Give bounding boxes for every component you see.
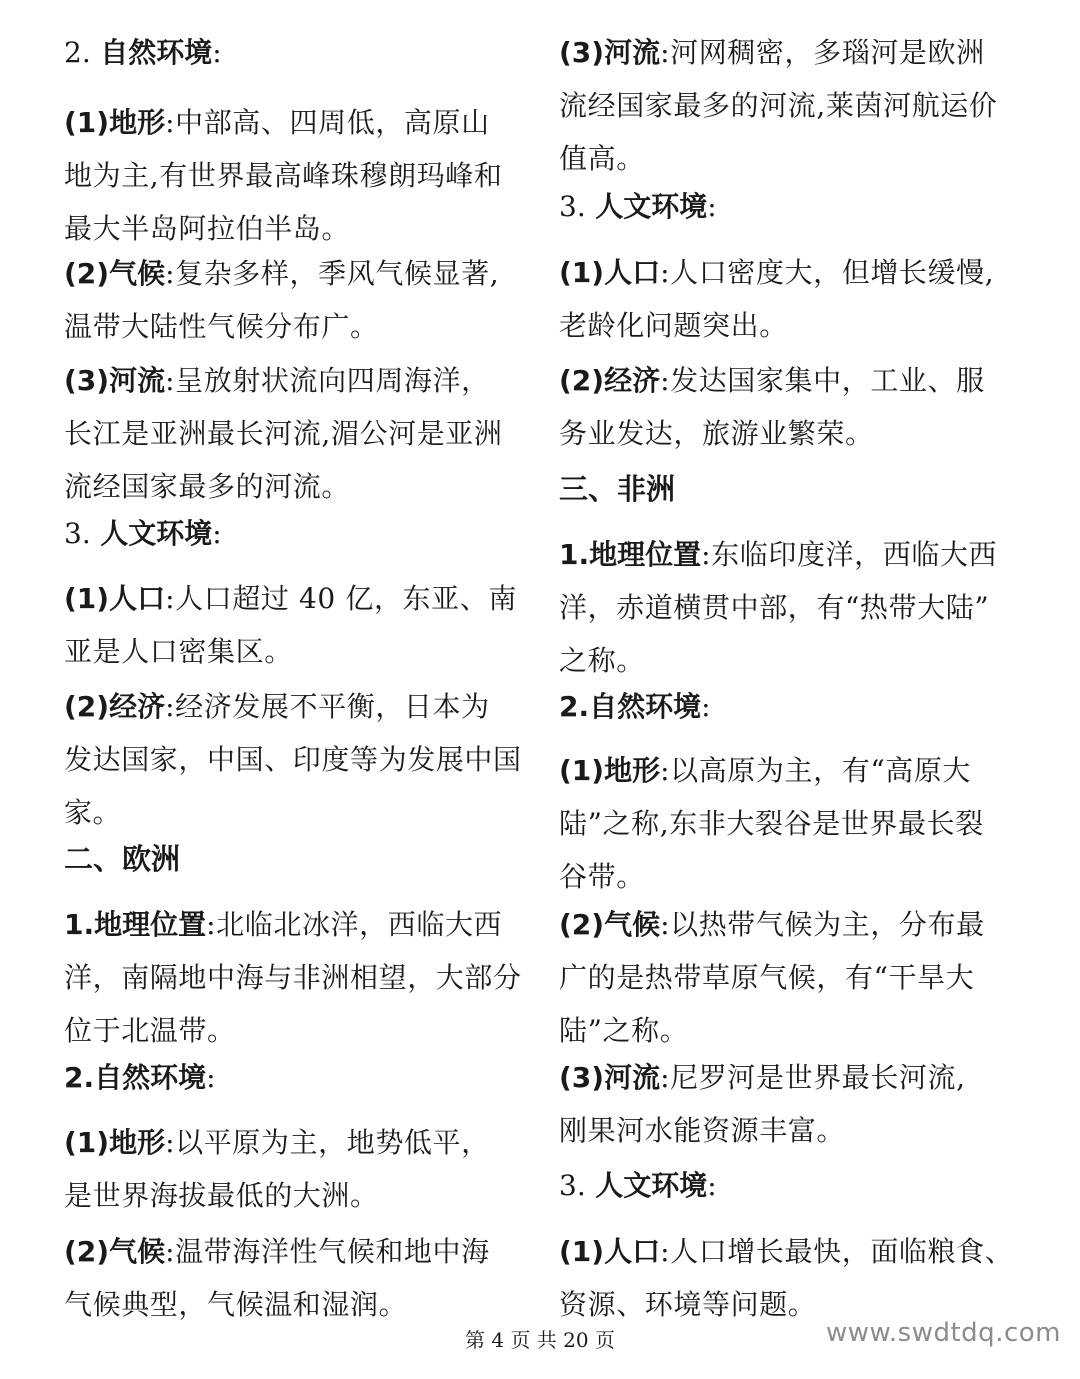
section-heading-europe-human: 3. 人文环境: bbox=[559, 190, 718, 223]
heading-africa: 三、非洲 bbox=[559, 472, 676, 506]
heading-europe: 二、欧洲 bbox=[64, 842, 181, 876]
site-watermark: www.swdtdq.com bbox=[826, 1318, 1061, 1348]
paragraph-africa-terrain: (1)地形:以高原为主，有“高原大 陆”之称,东非大裂谷是世界最长裂 谷带。 bbox=[559, 754, 984, 893]
paragraph-europe-population: (1)人口:人口密度大，但增长缓慢, 老龄化问题突出。 bbox=[559, 256, 995, 342]
section-heading-africa-natural: 2.自然环境: bbox=[559, 690, 712, 723]
paragraph-europe-rivers: (3)河流:河网稠密，多瑙河是欧洲 流经国家最多的河流,莱茵河航运价 值高。 bbox=[559, 36, 998, 175]
paragraph-africa-population: (1)人口:人口增长最快，面临粮食、 资源、环境等问题。 bbox=[559, 1235, 1014, 1321]
paragraph-europe-climate: (2)气候:温带海洋性气候和地中海 气候典型，气候温和湿润。 bbox=[64, 1235, 490, 1321]
paragraph-rivers: (3)河流:呈放射状流向四周海洋， 长江是亚洲最长河流,湄公河是亚洲 流经国家最多的河流。 bbox=[64, 364, 503, 503]
paragraph-climate: (2)气候:复杂多样，季风气候显著, 温带大陆性气候分布广。 bbox=[64, 257, 500, 343]
paragraph-population: (1)人口:人口超过 40 亿，东亚、南 亚是人口密集区。 bbox=[64, 582, 517, 668]
paragraph-europe-economy: (2)经济:发达国家集中，工业、服 务业发达，旅游业繁荣。 bbox=[559, 364, 985, 450]
paragraph-africa-rivers: (3)河流:尼罗河是世界最长河流, 刚果河水能资源丰富。 bbox=[559, 1061, 966, 1147]
paragraph-economy: (2)经济:经济发展不平衡，日本为 发达国家，中国、印度等为发展中国 家。 bbox=[64, 690, 522, 829]
section-heading-natural-environment: 2. 自然环境: bbox=[64, 36, 223, 69]
page-footer: 第 4 页 共 20 页 bbox=[465, 1328, 615, 1352]
paragraph-europe-location: 1.地理位置:北临北冰洋，西临大西 洋，南隔地中海与非洲相望，大部分 位于北温带。 bbox=[64, 908, 522, 1047]
section-heading-europe-natural: 2.自然环境: bbox=[64, 1061, 217, 1094]
paragraph-africa-climate: (2)气候:以热带气候为主，分布最 广的是热带草原气候，有“干旱大 陆”之称。 bbox=[559, 908, 985, 1047]
section-heading-africa-human: 3. 人文环境: bbox=[559, 1169, 718, 1202]
paragraph-africa-location: 1.地理位置:东临印度洋，西临大西 洋，赤道横贯中部，有“热带大陆” 之称。 bbox=[559, 538, 998, 677]
paragraph-europe-terrain: (1)地形:以平原为主，地势低平， 是世界海拔最低的大洲。 bbox=[64, 1126, 490, 1212]
section-heading-human-environment: 3. 人文环境: bbox=[64, 517, 223, 550]
paragraph-terrain: (1)地形:中部高、四周低，高原山 地为主,有世界最高峰珠穆朗玛峰和 最大半岛阿拉伯半岛。 bbox=[64, 106, 503, 245]
